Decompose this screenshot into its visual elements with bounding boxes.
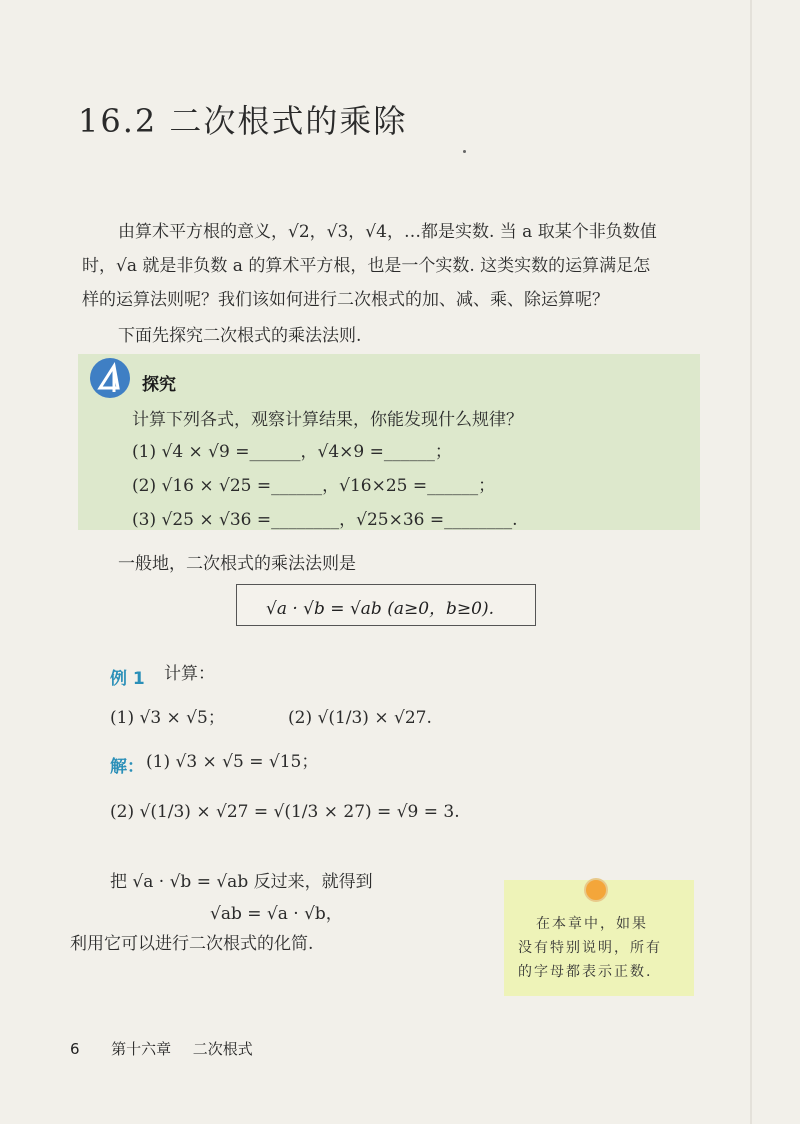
intro-line-1: 由算术平方根的意义，√2，√3，√4，…都是实数. 当 a 取某个非负数值 <box>118 222 657 242</box>
explore-item-2: (2) √16 × √25 =______，√16×25 =______； <box>132 476 496 496</box>
intro-line-4: 下面先探究二次根式的乘法法则. <box>118 326 362 346</box>
pin-icon <box>584 878 608 902</box>
chapter-title: 二次根式 <box>192 1040 253 1058</box>
page-number: 6 <box>70 1040 80 1058</box>
page-footer <box>70 1038 253 1059</box>
example-q1: (1) √3 × √5； <box>110 708 225 728</box>
example-label: 例 1 <box>110 669 145 689</box>
note-line-2: 没有特别说明，所有 <box>518 940 662 956</box>
reverse-line-1: 把 √a · √b = √ab 反过来，就得到 <box>110 872 373 892</box>
chapter-label: 第十六章 <box>111 1040 172 1058</box>
solution-label: 解： <box>110 757 144 777</box>
explore-item-1: (1) √4 × √9 =______，√4×9 =______； <box>132 442 452 462</box>
example-task: 计算： <box>164 664 215 684</box>
explore-item-3: (3) √25 × √36 =________，√25×36 =________. <box>132 510 518 530</box>
reverse-formula: √ab = √a · √b， <box>210 904 343 924</box>
general-rule-intro: 一般地，二次根式的乘法法则是 <box>118 554 356 574</box>
page-speck <box>463 150 466 153</box>
explore-icon <box>90 358 130 398</box>
solution-1: (1) √3 × √5 = √15； <box>146 752 319 772</box>
page-edge-line <box>750 0 752 1124</box>
example-q2: (2) √(1/3) × √27. <box>288 708 432 728</box>
solution-2: (2) √(1/3) × √27 = √(1/3 × 27) = √9 = 3. <box>110 802 460 822</box>
compass-icon <box>90 358 130 398</box>
explore-prompt: 计算下列各式，观察计算结果，你能发现什么规律？ <box>132 410 523 430</box>
intro-line-2: 时，√a 就是非负数 a 的算术平方根，也是一个实数. 这类实数的运算满足怎 <box>82 256 651 276</box>
note-line-1: 在本章中，如果 <box>536 916 648 932</box>
explore-label: 探究 <box>142 375 176 395</box>
reverse-line-2: 利用它可以进行二次根式的化简. <box>70 934 314 954</box>
section-title: 16.2 二次根式的乘除 <box>78 102 408 140</box>
rule-formula: √a · √b = √ab (a≥0，b≥0). <box>266 599 495 619</box>
intro-line-3: 样的运算法则呢？我们该如何进行二次根式的加、减、乘、除运算呢？ <box>82 290 609 310</box>
note-line-3: 的字母都表示正数. <box>518 964 653 980</box>
